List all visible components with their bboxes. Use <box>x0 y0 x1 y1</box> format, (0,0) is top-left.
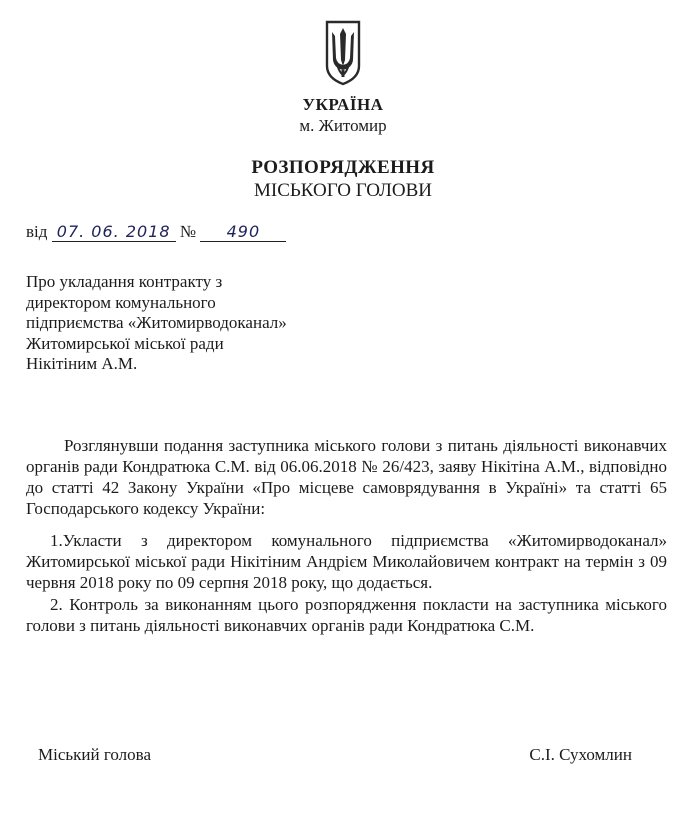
subject-line: директором комунального <box>26 292 216 312</box>
country-title: УКРАЇНА <box>302 95 384 114</box>
signatory-position: Міський голова <box>38 745 151 764</box>
number-prefix: № <box>179 222 197 241</box>
handwritten-number: 490 <box>226 222 261 241</box>
trident-coat-of-arms-icon <box>324 20 362 86</box>
clause-1-paragraph: 1.Укласти з директором комунального підприємства «Житомирводоканал» Житомирської міської ради Нікітіним Андрієм Миколайовичем контракт на термін з 09 червня 2018 року по 09 серпня 2018 року, що додається. <box>26 531 667 592</box>
city-name: м. Житомир <box>299 116 387 135</box>
subject-line: Житомирської міської ради <box>26 333 224 353</box>
subject-line: підприємства «Житомирводоканал» <box>26 313 287 332</box>
subject-line: Про укладання контракту з <box>26 272 223 291</box>
date-prefix: від <box>26 222 48 241</box>
document-subject <box>26 272 287 375</box>
date-number-line <box>26 222 286 242</box>
signatory-name: С.І. Сухомлин <box>529 745 632 764</box>
handwritten-date: 07. 06. 2018 <box>56 222 171 241</box>
number-field <box>200 222 286 242</box>
document-type: РОЗПОРЯДЖЕННЯ <box>251 157 435 178</box>
subject-line: Нікітіним А.М. <box>26 354 138 373</box>
preamble-paragraph: Розглянувши подання заступника міського голови з питань діяльності виконавчих органів ради Кондратюка С.М. від 06.06.2018 № 26/423, заяву Нікітіна А.М., відповідно до статті 42 Закону України «Про місцеве самоврядування в Україні» та статті 65 Господарського кодексу України: <box>26 436 667 518</box>
date-field <box>52 222 176 242</box>
clause-2-paragraph: 2. Контроль за виконанням цього розпорядження покласти на заступника міського голови з питань діяльності виконавчих органів ради Кондратюка С.М. <box>26 595 667 635</box>
document-issuer: МІСЬКОГО ГОЛОВИ <box>254 180 432 201</box>
